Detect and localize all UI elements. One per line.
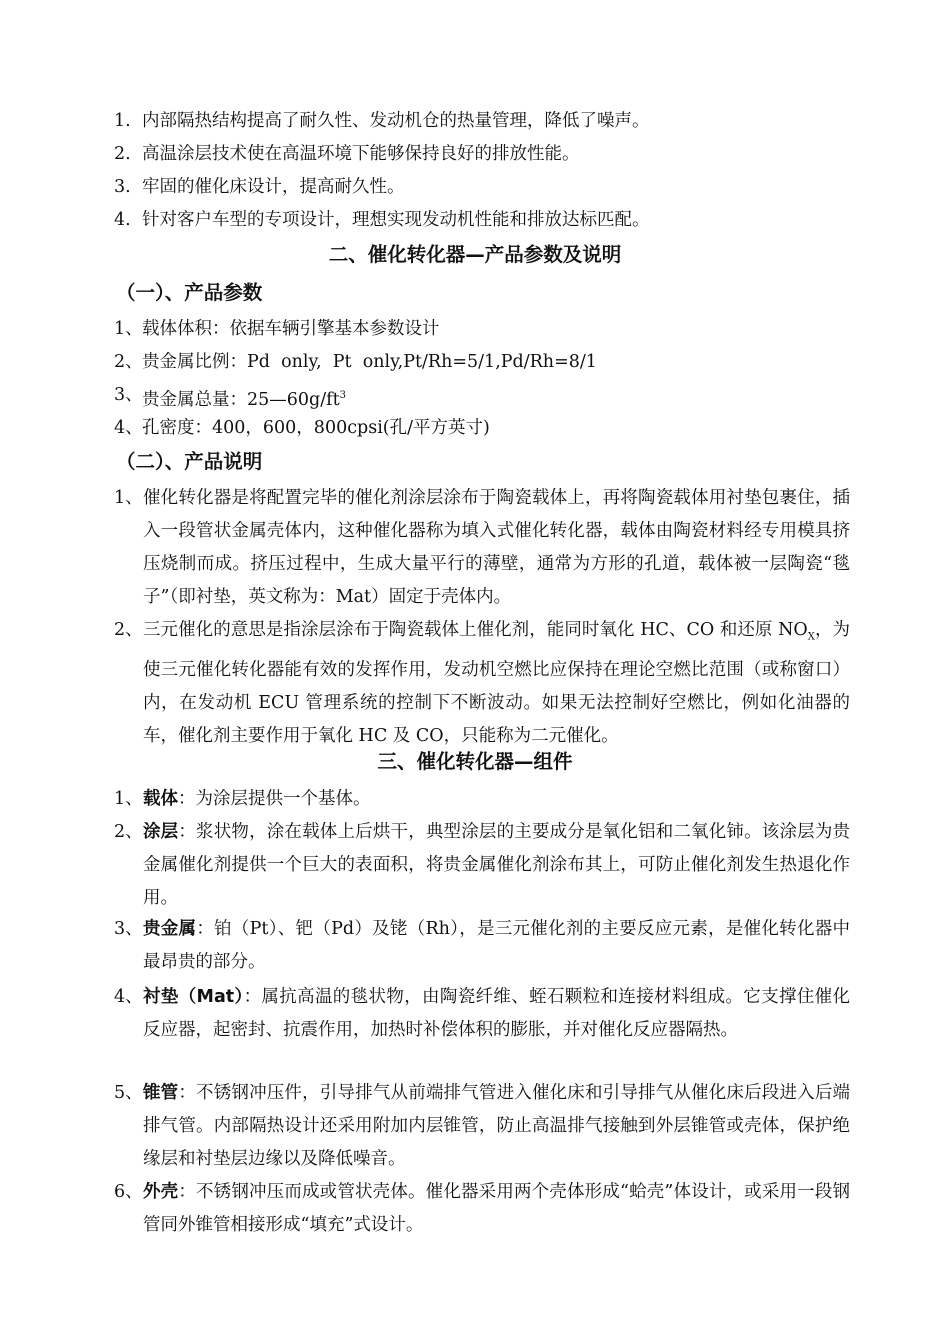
list-number: 3、 xyxy=(114,919,143,939)
list-text-wrapper xyxy=(143,913,850,979)
list-number: 2、 xyxy=(114,822,143,842)
list-number: 1、 xyxy=(114,789,143,809)
list-text: 贵金属总量：25—60g/ft xyxy=(142,389,340,410)
list-number: 5、 xyxy=(114,1083,143,1103)
list-text: ：铂（Pt）、钯（Pd）及铑（Rh），是三元催化剂的主要反应元素，是催化转化器中最昂贵的部分。 xyxy=(143,919,850,972)
component-list-item xyxy=(114,1077,850,1176)
intro-list-item xyxy=(114,105,850,138)
list-text-wrapper xyxy=(143,1176,850,1242)
list-text: 三元催化的意思是指涂层涂布于陶瓷载体上催化剂，能同时氧化 HC、CO 和还原 NO xyxy=(143,620,808,640)
description-list-item xyxy=(114,614,850,753)
list-text: ，为使三元催化转化器能有效的发挥作用，发动机空燃比应保持在理论空燃比范围（或称窗口）内，在发动机 ECU 管理系统的控制下不断波动。如果无法控制好空燃比，例如化油器的车，催化剂主要作用于氧化 HC 及 CO，只能称为二元催化。 xyxy=(143,620,851,746)
list-number: 4、 xyxy=(114,987,143,1007)
list-text: ：浆状物，涂在载体上后烘干，典型涂层的主要成分是氧化铝和二氧化铈。该涂层为贵金属催化剂提供一个巨大的表面积，将贵金属催化剂涂布其上，可防止催化剂发生热退化作用。 xyxy=(143,822,850,908)
subscript: X xyxy=(807,631,815,643)
list-text-wrapper xyxy=(143,816,850,915)
component-list-item xyxy=(114,981,850,1047)
component-list-item xyxy=(114,1176,850,1242)
list-text: 内部隔热结构提高了耐久性、发动机仓的热量管理，降低了噪声。 xyxy=(142,111,650,131)
list-text: 贵金属比例：Pd only, Pt only,Pt/Rh=5/1,Pd/Rh=8/1 xyxy=(142,352,597,372)
component-label: 涂层 xyxy=(143,822,179,842)
list-number: 1. xyxy=(114,111,131,131)
component-label: 锥管 xyxy=(143,1083,179,1103)
intro-list-item xyxy=(114,204,850,237)
list-text: 载体体积：依据车辆引擎基本参数设计 xyxy=(142,319,440,339)
list-text: 催化转化器是将配置完毕的催化剂涂层涂布于陶瓷载体上，再将陶瓷载体用衬垫包裹住，插入一段管状金属壳体内，这种催化器称为填入式催化转化器，载体由陶瓷材料经专用模具挤压烧制而成。挤压过程中，生成大量平行的薄壁，通常为方形的孔道，载体被一层陶瓷“毯子”（即衬垫，英文称为：Mat）固定于壳体内。 xyxy=(143,488,850,607)
component-label: 载体 xyxy=(143,789,178,809)
list-text: ：不锈钢冲压件，引导排气从前端排气管进入催化床和引导排气从催化床后段进入后端排气管。内部隔热设计还采用附加内层锥管，防止高温排气接触到外层锥管或壳体，保护绝缘层和衬垫层边缘以及降低噪音。 xyxy=(143,1083,850,1169)
list-text-wrapper xyxy=(143,783,850,816)
list-text-wrapper xyxy=(143,981,850,1047)
list-text: 针对客户车型的专项设计，理想实现发动机性能和排放达标匹配。 xyxy=(142,210,650,230)
subsection-heading: （二）、产品说明 xyxy=(116,450,263,473)
component-label: 衬垫（Mat） xyxy=(143,987,244,1007)
section-heading: 二、催化转化器—产品参数及说明 xyxy=(328,243,622,266)
list-text-wrapper xyxy=(143,614,850,753)
intro-list-item xyxy=(114,171,850,204)
subsection-heading: （一）、产品参数 xyxy=(116,281,263,304)
list-text: 高温涂层技术使在高温环境下能够保持良好的排放性能。 xyxy=(142,144,580,164)
superscript: 3 xyxy=(339,390,347,401)
param-list-item xyxy=(114,313,850,346)
list-number: 6、 xyxy=(114,1182,143,1202)
list-number: 1、 xyxy=(114,319,143,339)
list-text: 孔密度：400，600，800cpsi(孔/平方英寸) xyxy=(142,418,490,438)
list-number: 2、 xyxy=(114,620,143,640)
description-list-item xyxy=(114,482,850,614)
list-number: 2. xyxy=(114,144,131,164)
section-heading: 三、催化转化器—组件 xyxy=(377,750,573,773)
component-list-item xyxy=(114,783,850,816)
component-list-item xyxy=(114,816,850,915)
list-text-wrapper xyxy=(143,1077,850,1176)
param-list-item xyxy=(114,346,850,379)
list-number: 1、 xyxy=(114,488,143,508)
list-text: ：不锈钢冲压而成或管状壳体。催化器采用两个壳体形成“蛤壳”体设计，或采用一段钢管同外锥管相接形成“填充”式设计。 xyxy=(143,1182,851,1235)
list-number: 3、 xyxy=(114,385,143,405)
component-label: 贵金属 xyxy=(143,919,197,939)
list-number: 3. xyxy=(114,177,131,197)
param-list-item xyxy=(114,412,850,445)
list-text: 牢固的催化床设计，提高耐久性。 xyxy=(142,177,405,197)
component-list-item xyxy=(114,913,850,979)
list-number: 4. xyxy=(114,210,131,230)
list-text: ：属抗高温的毯状物，由陶瓷纤维、蛭石颗粒和连接材料组成。它支撑住催化反应器，起密封、抗震作用，加热时补偿体积的膨胀，并对催化反应器隔热。 xyxy=(143,987,851,1040)
component-label: 外壳 xyxy=(143,1182,179,1202)
list-number: 4、 xyxy=(114,418,143,438)
list-text: ：为涂层提供一个基体。 xyxy=(178,789,371,809)
list-number: 2、 xyxy=(114,352,143,372)
intro-list-item xyxy=(114,138,850,171)
